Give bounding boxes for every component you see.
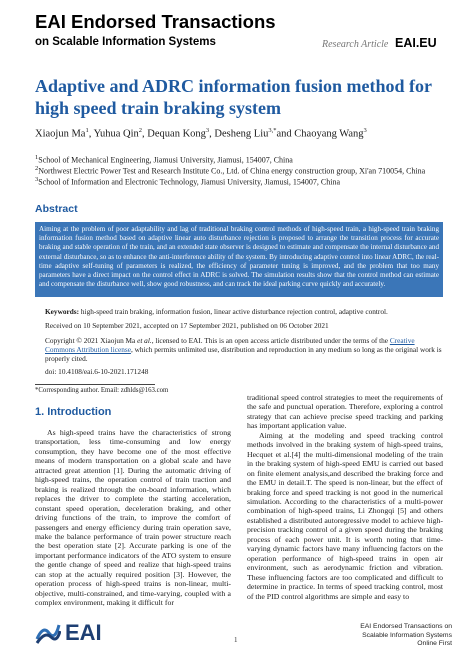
affiliation-2: $^2$Northwest Electric Power Test and Research Institute Co., Ltd. of China energy construction group, Xi'an 710054, China [35, 165, 426, 176]
author-affiliation-mark: 3,* [268, 127, 277, 134]
author-affiliation-mark: 3 [363, 127, 367, 134]
journal-subtitle: on Scalable Information Systems [35, 36, 216, 48]
journal-title: EAI Endorsed Transactions [35, 11, 276, 32]
received-dates: Received on 10 September 2021, accepted on 17 September 2021, published on 06 October 2021 [45, 321, 329, 330]
author-affiliation-mark: 1 [85, 127, 89, 134]
author-affiliation-mark: 2 [138, 127, 143, 134]
copyright-notice: Copyright © 2021 Xiaojun Ma et al., licensed to EAI. This is an open access article distributed under the terms of the Creative Commons Attribution license, which permits unlimited use, distribution and reproduction in any medium so long as the original work is properly cited. [45, 336, 442, 364]
author-affiliation-mark: 3 [205, 127, 210, 134]
page-number: 1 [234, 636, 238, 644]
footer-journal-info: EAI Endorsed Transactions on Scalable Information Systems Online First [360, 623, 452, 648]
paragraph: Aiming at the modeling and speed tracking control methods involved in the braking system of high-speed trains, Hecquet et al.[4] the multi-dimensional modeling of the train in the braking system of high-speed EMU is carried out based on finite element analysis,and described the braking force and the EMU in detail.T. The speed is non-linear, but the effect of braking force and speed tracking is not good in the numerical simulation. According to the characteristics of a multi-power combination of high-speed trains, Li Zhongqi [5] and others established a distributed autoregressive model to achieve high-precision tracking control of a given speed during the braking process of each power unit. It is worth noting that time-varying dynamic factors have many influencing factors on the operation performance of high-speed trains in open air environment, such as aerodynamic friction and vibration. These influencing factors are too complicated and difficult to determine in practice. In terms of speed tracking control, most of the PID control algorithms are simple and easy to [247, 430, 443, 601]
author-name: Desheng Liu [214, 128, 269, 140]
author-list: Xiaojun Ma$^1$, Yuhua Qin$^2$, Dequan Kong$^3$, Desheng Liu$^{3,*}$and Chaoyang Wang$^3$ [35, 127, 367, 140]
keywords-label: Keywords: [45, 307, 80, 316]
paragraph: traditional speed control strategies to meet the requirements of the safe and punctual operation. Therefore, exploring a control strategy that can achieve precise speed tracking and parking has important application value. [247, 393, 443, 431]
author-name: Chaoyang Wang [294, 128, 364, 140]
article-type-label: Research Article [322, 39, 389, 50]
license-link[interactable]: Creative Commons Attribution license [45, 336, 415, 355]
footer-eai-logo [35, 620, 102, 646]
corresponding-author-footnote: *Corresponding author. Email: zdhlds@163.com [35, 387, 169, 394]
abstract-body: Aiming at the problem of poor adaptability and lag of traditional braking control methods of high-speed train, a high-speed train braking information fusion method based on adaptive linear auto disturbance rejection is proposed to arrange the transition process for accurate braking and stable operation of the train, and an extended state observer is designed to estimate and compensate the internal disturbance and external disturbance, so as to enhance the anti-interference ability of the system. By introducing adaptive control into linear ADRC, the real-time adaptive self-tuning of parameters is realized, the efficiency of parameter tuning is improved, and the problem that too many parameters have a direct impact on the control effect in ADRC is solved. The simulation results show that the control method can estimate and compensate the disturbance well, show good robustness, and can track the ideal parking curve quickly and accurately. [35, 222, 443, 297]
abstract-heading: Abstract [35, 203, 78, 215]
paragraph: As high-speed trains have the characteristics of strong transportation, less time-consuming and low energy consumption, they have become one of the most effective means of modern transportation on a global scale and have attracted great attention [1]. During the automatic driving of high-speed trains, the operation control of train traction and braking is realized through the on-board information, which replaces the driver to complete the starting acceleration, constant speed operation, deceleration braking, and other driving functions of the train, to improve the comfort of passengers and energy efficiency during train operation save, make the balance performance of train power structure reach the best operation state [2]. Accurate parking is one of the important performance indicators of the ATO system to ensure the gentle change of speed and realize that high-speed trains can stop at the actually required position [3]. However, the operation process of high-speed trains is non-linear, multi-objective, multi-constrained, and time-varying, coupled with a complex environment, making it difficult for [35, 428, 231, 608]
doi: doi: 10.4108/eai.6-10-2021.171248 [45, 367, 149, 376]
author-name: Xiaojun Ma [35, 128, 86, 140]
footer-logo-text: EAI [65, 620, 102, 645]
affiliation-1: $^1$School of Mechanical Engineering, Jiamusi University, Jiamusi, 154007, China [35, 154, 293, 165]
right-column-text [247, 393, 443, 601]
eai-wave-icon [35, 621, 61, 645]
eai-eu-logo: EAI.EU [395, 36, 437, 50]
keywords [45, 307, 445, 316]
paper-title: Adaptive and ADRC information fusion method for high speed train braking system [35, 76, 432, 118]
left-column-text [35, 428, 231, 608]
author-name: Yuhua Qin [93, 128, 139, 140]
author-name: Dequan Kong [147, 128, 206, 140]
section-heading-introduction: 1. Introduction [35, 406, 112, 418]
keywords-text: high-speed train braking, information fusion, linear active disturbance rejection control, adaptive control. [80, 307, 388, 316]
footnote-divider [35, 384, 155, 385]
affiliation-3: $^3$School of Information and Electronic Technology, Jiamusi University, Jiamusi, 154007, China [35, 176, 341, 187]
